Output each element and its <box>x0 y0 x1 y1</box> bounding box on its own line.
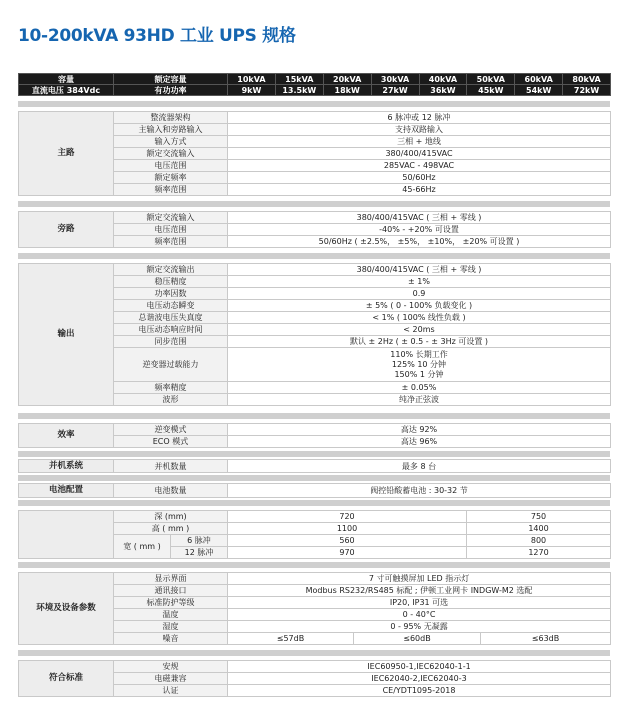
spec-label: 安规 <box>114 661 228 673</box>
spec-label: 同步范围 <box>114 336 228 348</box>
spec-value: ± 5% ( 0 - 100% 负载变化 ) <box>228 300 611 312</box>
spec-value: IEC60950-1,IEC62040-1-1 <box>228 661 611 673</box>
overload-values <box>228 348 611 382</box>
kva-cell: 20kVA <box>323 74 371 85</box>
category-battery: 电池配置 <box>19 484 114 498</box>
section-divider <box>18 413 610 419</box>
kva-cell: 80kVA <box>563 74 611 85</box>
capacity-label: 容量 <box>19 74 114 85</box>
rated-capacity-label: 额定容量 <box>114 74 228 85</box>
spec-value: 1100 <box>228 523 467 535</box>
spec-label: 电压动态瞬变 <box>114 300 228 312</box>
kva-cell: 60kVA <box>515 74 563 85</box>
section-divider <box>18 562 610 568</box>
spec-value: 0 - 40°C <box>228 609 611 621</box>
spec-value: -40% - +20% 可设置 <box>228 224 611 236</box>
kva-cell: 30kVA <box>371 74 419 85</box>
spec-label: ECO 模式 <box>114 436 228 448</box>
spec-value: 970 <box>228 547 467 559</box>
kw-cell: 18kW <box>323 85 371 96</box>
spec-value: 阀控铅酸蓄电池 : 30-32 节 <box>228 484 611 498</box>
spec-label: 主输入和旁路输入 <box>114 124 228 136</box>
spec-label: 整流器架构 <box>114 112 228 124</box>
spec-value: 最多 8 台 <box>228 460 611 473</box>
spec-value: 1400 <box>467 523 611 535</box>
spec-label: 显示界面 <box>114 573 228 585</box>
spec-value: 7 寸可触摸屏加 LED 指示灯 <box>228 573 611 585</box>
section-divider <box>18 475 610 481</box>
spec-label: 额定交流输入 <box>114 212 228 224</box>
spec-label: 频率范围 <box>114 184 228 196</box>
spec-label: 频率精度 <box>114 382 228 394</box>
spec-value: 三相 + 地线 <box>228 136 611 148</box>
spec-value: 380/400/415VAC ( 三相 + 零线 ) <box>228 212 611 224</box>
spec-label: 总谐波电压失真度 <box>114 312 228 324</box>
kw-cell: 13.5kW <box>275 85 323 96</box>
section-divider <box>18 101 610 107</box>
output-section <box>18 263 611 406</box>
dc-voltage-label: 直流电压 384Vdc <box>19 85 114 96</box>
spec-label: 通讯接口 <box>114 585 228 597</box>
section-divider <box>18 500 610 506</box>
spec-value: 380/400/415VAC ( 三相 + 零线 ) <box>228 264 611 276</box>
kva-cell: 15kVA <box>275 74 323 85</box>
spec-label: 噪音 <box>114 633 228 645</box>
section-divider <box>18 451 610 457</box>
spec-value: < 1% ( 100% 线性负载 ) <box>228 312 611 324</box>
spec-sublabel: 12 脉冲 <box>171 547 228 559</box>
spec-label: 功率因数 <box>114 288 228 300</box>
kva-cell: 40kVA <box>419 74 467 85</box>
kw-cell: 27kW <box>371 85 419 96</box>
overload-line: 125% 10 分钟 <box>391 359 447 369</box>
spec-value: 高达 92% <box>228 424 611 436</box>
category-efficiency: 效率 <box>19 424 114 448</box>
kw-cell: 45kW <box>467 85 515 96</box>
environment-section <box>18 572 611 645</box>
spec-label: 逆变器过载能力 <box>114 348 228 382</box>
category-environment: 环境及设备参数 <box>19 573 114 645</box>
main-input-section <box>18 111 611 196</box>
spec-value: < 20ms <box>228 324 611 336</box>
overload-line: 110% 长期工作 <box>390 349 448 359</box>
kva-cell: 50kVA <box>467 74 515 85</box>
spec-value: ≤63dB <box>481 633 611 645</box>
category-parallel: 并机系统 <box>19 460 114 473</box>
spec-value: 800 <box>467 535 611 547</box>
category-bypass: 旁路 <box>19 212 114 248</box>
spec-label: 电压动态响应时间 <box>114 324 228 336</box>
spec-value: ≤57dB <box>228 633 354 645</box>
spec-value: Modbus RS232/RS485 标配 ; 伊顿工业网卡 INDGW-M2 选配 <box>228 585 611 597</box>
capacity-header-table <box>18 73 611 96</box>
spec-value: ± 0.05% <box>228 382 611 394</box>
spec-value: ≤60dB <box>354 633 481 645</box>
spec-value: CE/YDT1095-2018 <box>228 685 611 697</box>
section-divider <box>18 650 610 656</box>
kva-cell: 10kVA <box>228 74 276 85</box>
kw-cell: 54kW <box>515 85 563 96</box>
spec-label: 稳压精度 <box>114 276 228 288</box>
spec-value: 高达 96% <box>228 436 611 448</box>
bypass-section <box>18 211 611 248</box>
spec-label: 深 (mm) <box>114 511 228 523</box>
category-standards: 符合标准 <box>19 661 114 697</box>
spec-label: 逆变模式 <box>114 424 228 436</box>
spec-label: 额定交流输入 <box>114 148 228 160</box>
section-divider <box>18 201 610 207</box>
spec-label: 频率范围 <box>114 236 228 248</box>
spec-value: 50/60Hz ( ±2.5%， ±5%， ±10%， ±20% 可设置 ) <box>228 236 611 248</box>
kw-cell: 72kW <box>563 85 611 96</box>
spec-label: 认证 <box>114 685 228 697</box>
spec-label: 电压范围 <box>114 224 228 236</box>
overload-line: 150% 1 分钟 <box>394 369 444 379</box>
spec-label: 标准防护等级 <box>114 597 228 609</box>
battery-section <box>18 483 611 498</box>
active-power-label: 有功功率 <box>114 85 228 96</box>
spec-sublabel: 6 脉冲 <box>171 535 228 547</box>
dimensions-section <box>18 510 611 559</box>
spec-value: 45-66Hz <box>228 184 611 196</box>
efficiency-section <box>18 423 611 448</box>
category-output: 输出 <box>19 264 114 406</box>
section-divider <box>18 253 610 259</box>
standards-section <box>18 660 611 697</box>
spec-value: ± 1% <box>228 276 611 288</box>
spec-value: 纯净正弦波 <box>228 394 611 406</box>
spec-label: 波形 <box>114 394 228 406</box>
spec-label: 高 ( mm ) <box>114 523 228 535</box>
spec-value: 6 脉冲或 12 脉冲 <box>228 112 611 124</box>
spec-label: 宽 ( mm ) <box>114 535 171 559</box>
spec-value: 285VAC - 498VAC <box>228 160 611 172</box>
page-title: 10-200kVA 93HD 工业 UPS 规格 <box>18 26 296 46</box>
spec-value: 支持双路输入 <box>228 124 611 136</box>
spec-label: 额定频率 <box>114 172 228 184</box>
category-dimensions-blank <box>19 511 114 559</box>
spec-value: IP20, IP31 可选 <box>228 597 611 609</box>
spec-label: 输入方式 <box>114 136 228 148</box>
spec-label: 温度 <box>114 609 228 621</box>
spec-value: 1270 <box>467 547 611 559</box>
kw-cell: 9kW <box>228 85 276 96</box>
spec-value: IEC62040-2,IEC62040-3 <box>228 673 611 685</box>
spec-value: 0 - 95% 无凝露 <box>228 621 611 633</box>
spec-value: 50/60Hz <box>228 172 611 184</box>
category-main: 主路 <box>19 112 114 196</box>
spec-label: 湿度 <box>114 621 228 633</box>
spec-label: 额定交流输出 <box>114 264 228 276</box>
spec-label: 电池数量 <box>114 484 228 498</box>
spec-value: 默认 ± 2Hz ( ± 0.5 - ± 3Hz 可设置 ) <box>228 336 611 348</box>
spec-value: 720 <box>228 511 467 523</box>
spec-label: 电磁兼容 <box>114 673 228 685</box>
spec-value: 750 <box>467 511 611 523</box>
kw-cell: 36kW <box>419 85 467 96</box>
spec-value: 0.9 <box>228 288 611 300</box>
spec-value: 380/400/415VAC <box>228 148 611 160</box>
spec-value: 560 <box>228 535 467 547</box>
spec-label: 并机数量 <box>114 460 228 473</box>
parallel-section <box>18 459 611 473</box>
spec-label: 电压范围 <box>114 160 228 172</box>
